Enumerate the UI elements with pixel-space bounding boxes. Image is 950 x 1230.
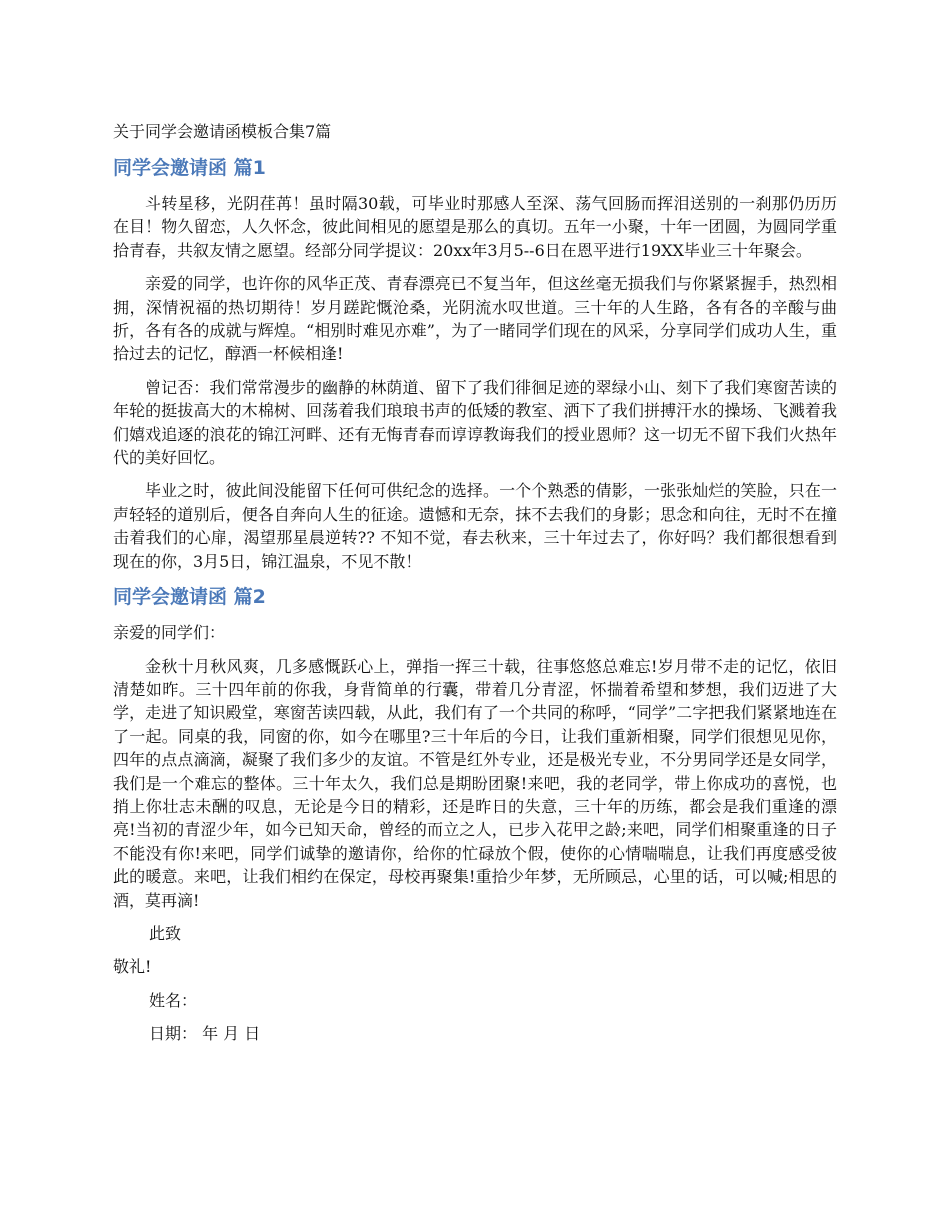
document-page [113, 120, 837, 1056]
body-paragraph: 斗转星移，光阴荏苒！虽时隔30载，可毕业时那感人至深、荡气回肠而挥泪送别的一刹那仍历历在目！物久留恋，人久怀念，彼此间相见的愿望是那么的真切。五年一小聚，十年一团圆，为圆同学重拾青春，共叙友情之愿望。经部分同学提议：20xx年3月5--6日在恩平进行19XX毕业三十年聚会。 [113, 194, 837, 260]
body-paragraph: 亲爱的同学，也许你的风华正茂、青春漂亮已不复当年，但这丝毫无损我们与你紧紧握手，热烈相拥，深情祝福的热切期待！岁月蹉跎慨沧桑，光阴流水叹世道。三十年的人生路，各有各的辛酸与曲折，各有各的成就与辉煌。“相别时难见亦难”，为了一睹同学们现在的风采，分享同学们成功人生，重拾过去的记忆，醇酒一杯候相逢! [113, 274, 837, 364]
closing: 此致 [149, 923, 182, 943]
body-paragraph: 金秋十月秋风爽，几多感慨跃心上，弹指一挥三十载，往事悠悠总难忘!岁月带不走的记忆，依旧清楚如昨。三十四年前的你我，身背简单的行囊，带着几分青涩，怀揣着希望和梦想，我们迈进了大学，走进了知识殿堂，寒窗苦读四载，从此，我们有了一个共同的称呼，“同学”二字把我们紧紧地连在了一起。同桌的我，同窗的你，如今在哪里?三十年后的今日，让我们重新相聚，同学们很想见见你，四年的点点滴滴，凝聚了我们多少的友谊。不管是红外专业，还是极光专业，不分男同学还是女同学，我们是一个难忘的整体。三十年太久，我们总是期盼团聚!来吧，我的老同学，带上你成功的喜悦，也捎上你壮志未酬的叹息，无论是今日的精彩，还是昨日的失意，三十年的历练，都会是我们重逢的漂亮!当初的青涩少年，如今已知天命，曾经的而立之人，已步入花甲之龄;来吧，同学们相聚重逢的日子不能没有你!来吧，同学们诚挚的邀请你，给你的忙碌放个假，使你的心情喘喘息，让我们再度感受彼此的暖意。来吧，让我们相约在保定，母校再聚集!重拾少年梦，无所顾忌，心里的话，可以喊;相思的酒，莫再滴! [113, 656, 837, 910]
document-title: 关于同学会邀请函模板合集7篇 [113, 122, 332, 141]
body-paragraph: 毕业之时，彼此间没能留下任何可供纪念的选择。一个个熟悉的倩影，一张张灿烂的笑脸，只在一声轻轻的道别后，便各自奔向人生的征途。遗憾和无奈，抹不去我们的身影；思念和向往，无时不在撞击着我们的心扉，渴望那星晨逆转?? 不知不觉，春去秋来，三十年过去了，你好吗？我们都很想看到现在的你，3月5日，锦江温泉，不见不散！ [113, 481, 837, 571]
date-label: 日期： 年 月 日 [149, 1024, 261, 1044]
section-1 [113, 154, 837, 573]
section-heading: 同学会邀请函 篇1 [113, 157, 266, 179]
name-label: 姓名： [149, 990, 198, 1010]
body-paragraph: 曾记否：我们常常漫步的幽静的林荫道、留下了我们徘徊足迹的翠绿小山、刻下了我们寒窗苦读的年轮的挺拔高大的木棉树、回荡着我们琅琅书声的低矮的教室、洒下了我们拼搏汗水的操场、飞溅着我们嬉戏追逐的浪花的锦江河畔、还有无悔青春而谆谆教诲我们的授业恩师？这一切无不留下我们火热年代的美好回忆。 [113, 377, 837, 468]
section-heading: 同学会邀请函 篇2 [113, 586, 266, 609]
salutation: 亲爱的同学们： [113, 623, 226, 643]
section-2 [113, 583, 837, 1046]
regards: 敬礼! [113, 957, 152, 977]
